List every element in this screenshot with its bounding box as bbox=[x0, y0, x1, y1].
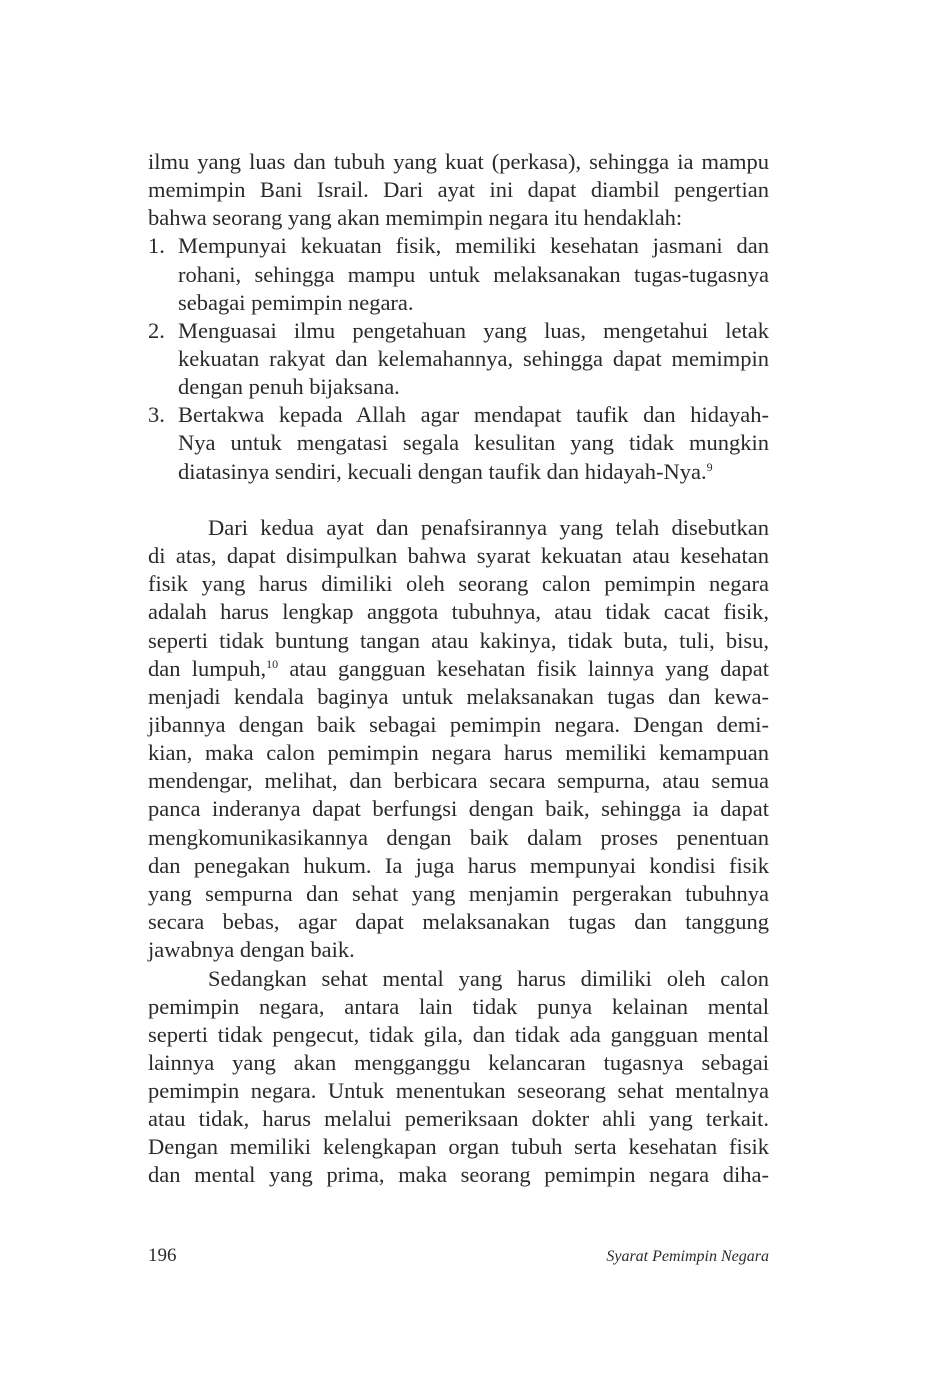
text-line: seperti tidak buntung tangan atau kakinya, tidak buta, tuli, bisu, bbox=[148, 627, 769, 653]
text-line: Sedangkan sehat mental yang harus dimiliki oleh calon bbox=[208, 965, 769, 991]
text-line: jibannya dengan baik sebagai pemimpin negara. Dengan demi- bbox=[148, 711, 769, 737]
text-line: jawabnya dengan baik. bbox=[148, 937, 355, 963]
text-line: seperti tidak pengecut, tidak gila, dan tidak ada gangguan mental bbox=[148, 1021, 769, 1047]
text: atau gangguan kesehatan fisik lainnya yang dapat bbox=[278, 655, 769, 681]
text-line: kian, maka calon pemimpin negara harus memiliki kemampuan bbox=[148, 740, 769, 766]
text-line: pemimpin negara. Untuk menentukan seseorang sehat mentalnya bbox=[148, 1078, 769, 1104]
text: dan lumpuh, bbox=[148, 655, 267, 681]
footnote-ref: 9 bbox=[706, 459, 713, 474]
list-item bbox=[148, 401, 769, 485]
text-line: secara bebas, agar dapat melaksanakan tugas dan tanggung bbox=[148, 908, 769, 934]
text-line: di atas, dapat disimpulkan bahwa syarat kekuatan atau kesehatan bbox=[148, 543, 769, 569]
running-title: Syarat Pemimpin Negara bbox=[606, 1248, 769, 1265]
text-line: rohani, sehingga mampu untuk melaksanakan tugas-tugasnya bbox=[178, 261, 769, 287]
text-line: mendengar, melihat, dan berbicara secara sempurna, atau semua bbox=[148, 768, 769, 794]
list-number: 2. bbox=[148, 317, 165, 343]
text-line: dan penegakan hukum. Ia juga harus mempunyai kondisi fisik bbox=[148, 852, 769, 878]
text-line: Mempunyai kekuatan fisik, memiliki kesehatan jasmani dan bbox=[178, 233, 769, 259]
text-line: adalah harus lengkap anggota tubuhnya, atau tidak cacat fisik, bbox=[148, 599, 769, 625]
text-line bbox=[148, 655, 769, 683]
list-number: 3. bbox=[148, 402, 165, 428]
text-line: ilmu yang luas dan tubuh yang kuat (perkasa), sehingga ia mampu bbox=[148, 149, 769, 174]
text-line: panca inderanya dapat berfungsi dengan baik, sehingga ia dapat bbox=[148, 796, 769, 822]
text-line: dan mental yang prima, maka seorang pemimpin negara diha- bbox=[148, 1162, 769, 1188]
text-line: atau tidak, harus melalui pemeriksaan dokter ahli yang terkait. bbox=[148, 1106, 769, 1132]
text-line: sebagai pemimpin negara. bbox=[178, 289, 414, 315]
text-line: mengkomunikasikannya dengan baik dalam proses penentuan bbox=[148, 824, 769, 850]
text-line: lainnya yang akan mengganggu kelancaran tugasnya sebagai bbox=[148, 1049, 769, 1075]
text-line: Nya untuk mengatasi segala kesulitan yang tidak mungkin bbox=[178, 430, 769, 456]
paragraph-1 bbox=[148, 514, 769, 964]
list-number: 1. bbox=[148, 233, 165, 259]
text-line: Dari kedua ayat dan penafsirannya yang telah disebutkan bbox=[208, 515, 769, 540]
text-line: Dengan memiliki kelengkapan organ tubuh serta kesehatan fisik bbox=[148, 1134, 769, 1160]
text-line: bahwa seorang yang akan memimpin negara itu hendaklah: bbox=[148, 205, 683, 231]
text-line: yang sempurna dan sehat yang menjamin pergerakan tubuhnya bbox=[148, 880, 769, 906]
text-line: Menguasai ilmu pengetahuan yang luas, mengetahui letak bbox=[178, 317, 769, 343]
text-line: fisik yang harus dimiliki oleh seorang calon pemimpin negara bbox=[148, 571, 769, 597]
text-line bbox=[178, 458, 769, 486]
list-item bbox=[148, 232, 769, 316]
text-line: Bertakwa kepada Allah agar mendapat taufik dan hidayah- bbox=[178, 402, 769, 428]
text: diatasinya sendiri, kecuali dengan taufik dan hidayah-Nya. bbox=[178, 458, 707, 484]
text-line: memimpin Bani Israil. Dari ayat ini dapat diambil pengertian bbox=[148, 177, 769, 203]
text-line: dengan penuh bijaksana. bbox=[178, 374, 400, 400]
intro-and-list bbox=[148, 148, 769, 486]
paragraph-2 bbox=[148, 965, 769, 1190]
page-number: 196 bbox=[148, 1245, 177, 1266]
text-line: pemimpin negara, antara lain tidak punya kelainan mental bbox=[148, 993, 769, 1019]
text-line: kekuatan rakyat dan kelemahannya, sehingga dapat memimpin bbox=[178, 345, 769, 371]
list-item bbox=[148, 317, 769, 401]
footnote-ref: 10 bbox=[266, 656, 279, 671]
text-line: menjadi kendala baginya untuk melaksanakan tugas dan kewa- bbox=[148, 683, 769, 709]
